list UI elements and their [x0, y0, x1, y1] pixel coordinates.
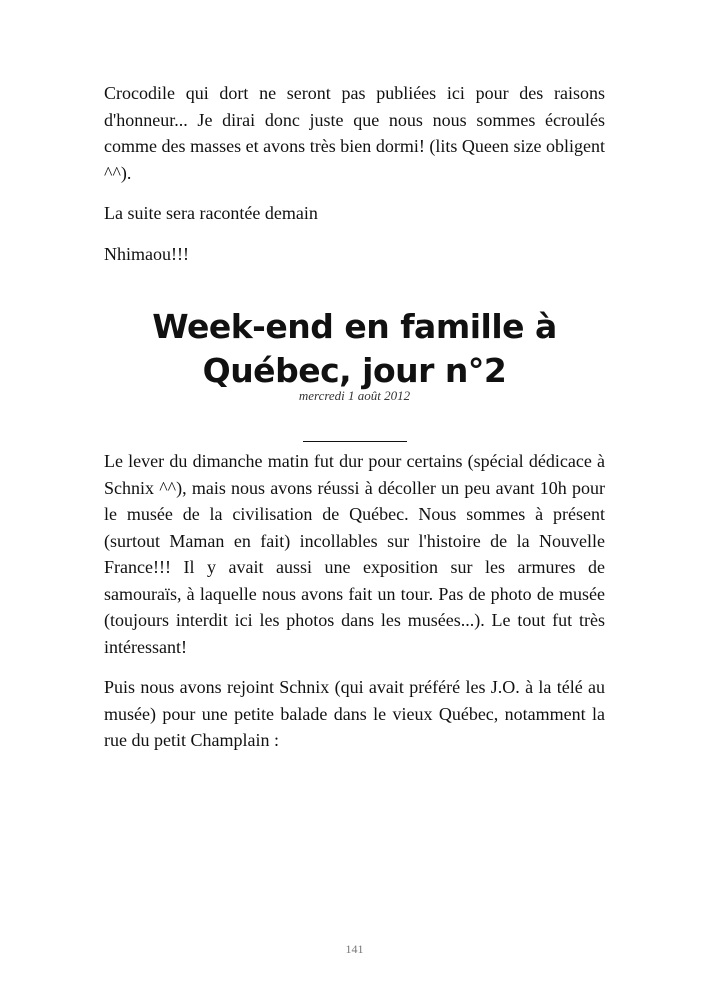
previous-post-paragraph: Crocodile qui dort ne seront pas publiées ici pour des raisons d'honneur... Je dirai donc juste que nous nous sommes écroulés comme des masses et avons très bien dormi! (lits Queen size obligent ^^). [104, 83, 605, 183]
title-divider [303, 441, 407, 442]
post-paragraph: Le lever du dimanche matin fut dur pour certains (spécial dédicace à Schnix ^^), mais nous avons réussi à décoller un peu avant 10h pour le musée de la civilisation de Québec. Nous sommes à présent (surtout Maman en fait) incollables sur l'histoire de la Nouvelle France!!! Il y avait aussi une exposition sur les armures de samouraïs, à laquelle nous avons fait un tour. Pas de photo de musée (toujours interdit ici les photos dans les musées...). Le tout fut très intéressant! [104, 451, 605, 657]
previous-post-signoff: Nhimaou!!! [104, 243, 189, 264]
page-content [104, 80, 605, 768]
previous-post-paragraph: La suite sera racontée demain [104, 203, 318, 223]
page-number: 141 [345, 942, 364, 956]
post-header [104, 305, 605, 442]
post-title: Week-end en famille à Québec, jour n°2 [152, 307, 557, 390]
post-paragraph: Puis nous avons rejoint Schnix (qui avait préféré les J.O. à la télé au musée) pour une petite balade dans le vieux Québec, notamment la rue du petit Champlain : [104, 677, 605, 750]
post-date: mercredi 1 août 2012 [298, 388, 411, 403]
